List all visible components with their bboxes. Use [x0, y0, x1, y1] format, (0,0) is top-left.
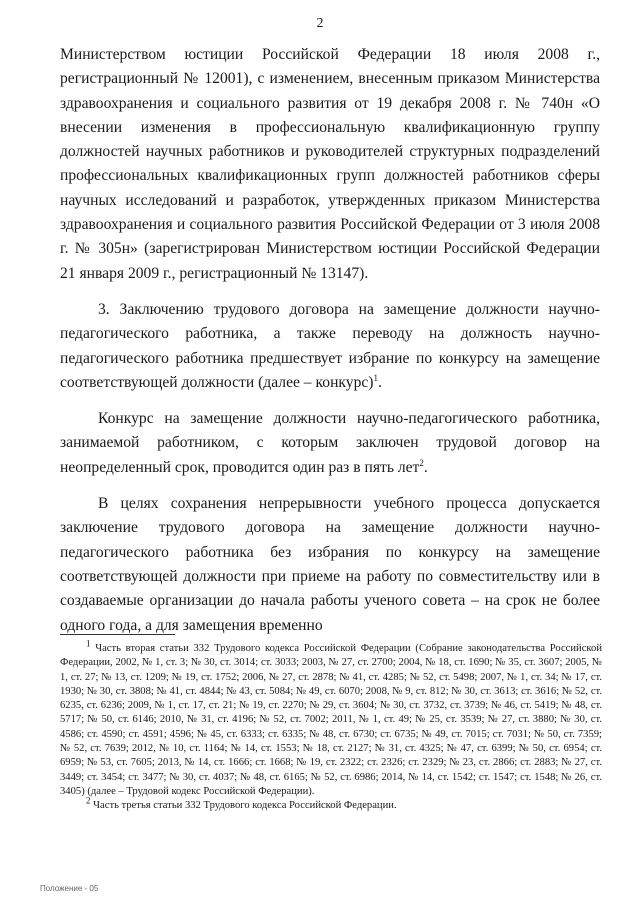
paragraph-contest	[60, 407, 600, 480]
footnotes	[60, 638, 602, 814]
footnote-2-text: Часть третья статьи 332 Трудового кодекса Российской Федерации.	[93, 800, 397, 812]
footnote-1	[60, 638, 602, 799]
footnote-ref-2: 2	[419, 457, 424, 468]
footnote-ref-1: 1	[373, 372, 378, 383]
paragraph-contest-text: Конкурс на замещение должности научно-педагогического работника, занимаемой работником, с которым заключен трудовой договор на неопределенный срок, проводится один раз в пять лет	[60, 410, 600, 476]
footnote-1-text: Часть вторая статьи 332 Трудового кодекса Российской Федерации (Собрание законодательства Российской Федерации, 2002, № 1, ст. 3; № 30, ст. 3014; ст. 3033; 2003, № 27, ст. 2700; 2004, № 18, ст. 1690; № 35, ст. 3607; 2005, № 1, ст. 27; № 13, ст. 1209; № 19, ст. 1752; 2006, № 27, ст. 2878; № 41, ст. 4285; № 52, ст. 5498; 2007, № 1, ст. 34; № 17, ст. 1930; № 30, ст. 3808; № 41, ст. 4844; № 43, ст. 5084; № 49, ст. 6070; 2008, № 9, ст. 812; № 30, ст. 3613; ст. 3616; № 52, ст. 6235, ст. 6236; 2009, № 1, ст. 17, ст. 21; № 19, ст. 2270; № 29, ст. 3604; № 30, ст. 3732, ст. 3739; № 46, ст. 5419; № 48, ст. 5717; № 50, ст. 6146; 2010, № 31, ст. 4196; № 52, ст. 7002; 2011, № 1, ст. 49; № 25, ст. 3539; № 27, ст. 3880; № 30, ст. 4586; ст. 4590; ст. 4591; 4596; № 45, ст. 6333; ст. 6335; № 48, ст. 6730; ст. 6735; № 49, ст. 7015; ст. 7031; № 50, ст. 7359; № 52, ст. 7639; 2012, № 10, ст. 1164; № 14, ст. 1553; № 18, ст. 2127; № 31, ст. 4325; № 47, ст. 6399; № 50, ст. 6954; ст. 6959; № 53, ст. 7605; 2013, № 14, ст. 1666; ст. 1668; № 19, ст. 2322; ст. 2326; ст. 2329; № 23, ст. 2866; ст. 2883; № 27, ст. 3449; ст. 3454; ст. 3477; № 30, ст. 4037; № 48, ст. 6165; № 52, ст. 6986; 2014, № 14, ст. 1542; ст. 1547; ст. 1548; № 26, ст. 3405) (далее – Трудовой кодекс Российской Федерации).	[60, 643, 602, 797]
paragraph-contest-end: .	[423, 458, 428, 476]
page-number: 2	[316, 16, 324, 31]
footnote-separator	[60, 634, 175, 635]
paragraph-3-end: .	[378, 373, 382, 391]
document-code: Положение - 05	[40, 884, 99, 893]
paragraph-continuation: Министерством юстиции Российской Федерации 18 июля 2008 г., регистрационный № 12001), с изменением, внесенным приказом Министерства здравоохранения и социального развития от 19 декабря 2008 г. № 740н «О внесении изменения в профессиональную квалификационную группу должностей научных работников и руководителей структурных подразделений профессиональных квалификационных групп должностей работников сферы научных исследований и разработок, утвержденных приказом Министерства здравоохранения и социального развития Российской Федерации от 3 июля 2008 г. № 305н» (зарегистрирован Министерством юстиции Российской Федерации 21 января 2009 г., регистрационный № 13147).	[60, 46, 600, 282]
paragraph-3-text: 3. Заключению трудового договора на замещение должности научно-педагогического работника, а также переводу на должность научно-педагогического работника предшествует избрание по конкурсу на замещение соответствующей должности (далее – конкурс)	[60, 300, 600, 391]
paragraph-3	[60, 298, 600, 395]
document-body	[60, 43, 600, 638]
footnote-2-mark: 2	[86, 795, 91, 806]
footnote-1-mark: 1	[86, 638, 91, 649]
footnote-2	[60, 795, 602, 813]
paragraph-continuity: В целях сохранения непрерывности учебного процесса допускается заключение трудового договора на замещение должности научно-педагогического работника без избрания по конкурсу на замещение соответствующей должности при приеме на работу по совместительству или в создаваемые организации до начала работы ученого совета – на срок не более одного года, а для замещения временно	[60, 495, 600, 634]
